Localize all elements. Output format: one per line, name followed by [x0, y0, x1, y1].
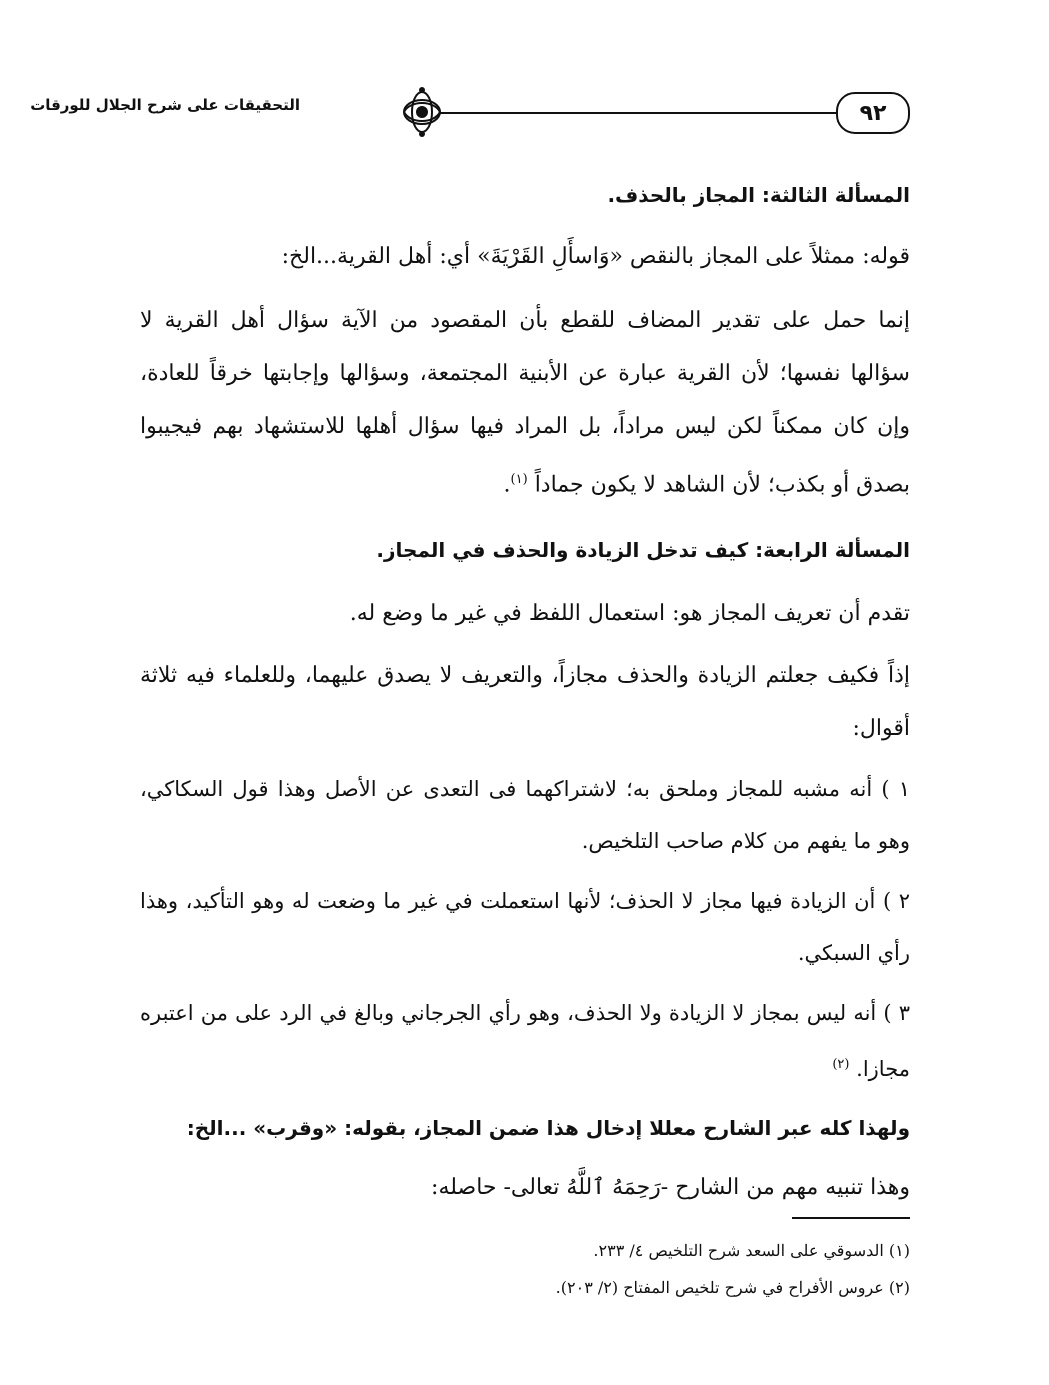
closing-line: وهذا تنبيه مهم من الشارح -رَحِمَهُ ٱللَّهُ تعالى- حاصله:	[431, 1175, 910, 1201]
section-heading-3: المسألة الثالثة: المجاز بالحذف.	[607, 183, 910, 207]
paragraph-1-text: إنما حمل على تقدير المضاف للقطع بأن المقصود من الآية سؤال أهل القرية لا سؤالها نفسها؛ لأن القرية عبارة عن الأبنية المجتمعة، وسؤالها وإجابتها خرقاً للعادة، وإن كان ممكناً لكن ليس مراداً، بل المراد فيها سؤال أهلها للاستشهاد بهم فيجيبوا بصدق أو بكذب؛ لأن الشاهد لا يكون جماداً	[140, 308, 910, 498]
list-item-number: ٢ )	[882, 889, 911, 914]
footnotes	[140, 1232, 910, 1306]
page-header	[30, 82, 910, 142]
list-item-text: أنه مشبه للمجاز وملحق به؛ لاشتراكهما فى التعدى عن الأصل وهذا قول السكاكي، وهو ما يفهم من كلام صاحب التلخيص.	[140, 777, 910, 854]
page-number: ٩٢	[836, 92, 910, 134]
list-item-text: أن الزيادة فيها مجاز لا الحذف؛ لأنها استعملت في غير ما وضعت له وهو التأكيد، وهذا رأي السبكي.	[140, 889, 910, 966]
paragraph-1: إنما حمل على تقدير المضاف للقطع بأن المقصود من الآية سؤال أهل القرية لا سؤالها نفسها؛ لأن القرية عبارة عن الأبنية المجتمعة، وسؤالها وإجابتها خرقاً للعادة، وإن كان ممكناً لكن ليس مراداً، بل المراد فيها سؤال أهلها للاستشهاد بهم فيجيبوا بصدق أو بكذب؛ لأن الشاهد لا يكون جماداً $^{(١)}$.	[140, 308, 910, 498]
list-item-number: ٣ )	[883, 1001, 910, 1026]
header-rule	[440, 112, 850, 114]
paragraph-2: إذاً فكيف جعلتم الزيادة والحذف مجازاً، والتعريف لا يصدق عليهما، وللعلماء فيه ثلاثة أقوال:	[140, 663, 910, 742]
definition-line: تقدم أن تعريف المجاز هو: استعمال اللفظ في غير ما وضع له.	[349, 601, 910, 627]
list-item-text: أنه ليس بمجاز لا الزيادة ولا الحذف، وهو رأي الجرجاني وبالغ في الرد على من اعتبره مجازا.	[140, 1001, 910, 1082]
main-text	[140, 170, 910, 1213]
running-title: التحقيقات على شرح الجلال للورقات	[30, 96, 300, 114]
footnote-ref-1: (١)	[510, 472, 528, 487]
section-heading-4: المسألة الرابعة: كيف تدخل الزيادة والحذف في المجاز.	[376, 538, 910, 563]
list-item-number: ١ )	[881, 777, 910, 802]
quote-line: قوله: ممثلاً على المجاز بالنقص «وَاسأَلِ القَرْيَةَ» أي: أهل القرية...الخ:	[281, 244, 910, 269]
footnote-2: (٢) عروس الأفراح في شرح تلخيص المفتاح (٢/ ٢٠٣).	[555, 1278, 910, 1297]
list-item	[140, 875, 910, 979]
bold-statement: ولهذا كله عبر الشارح معللا إدخال هذا ضمن المجاز، بقوله: «وقرب» ...الخ:	[186, 1116, 910, 1141]
list-item	[140, 987, 910, 1095]
footnote-rule	[792, 1217, 910, 1219]
ornament-icon	[398, 86, 446, 138]
footnote-1: (١) الدسوقي على السعد شرح التلخيص ٤/ ٢٣٣.	[593, 1241, 910, 1260]
list-item	[140, 763, 910, 867]
footnote-ref-2: (٢)	[832, 1057, 850, 1073]
